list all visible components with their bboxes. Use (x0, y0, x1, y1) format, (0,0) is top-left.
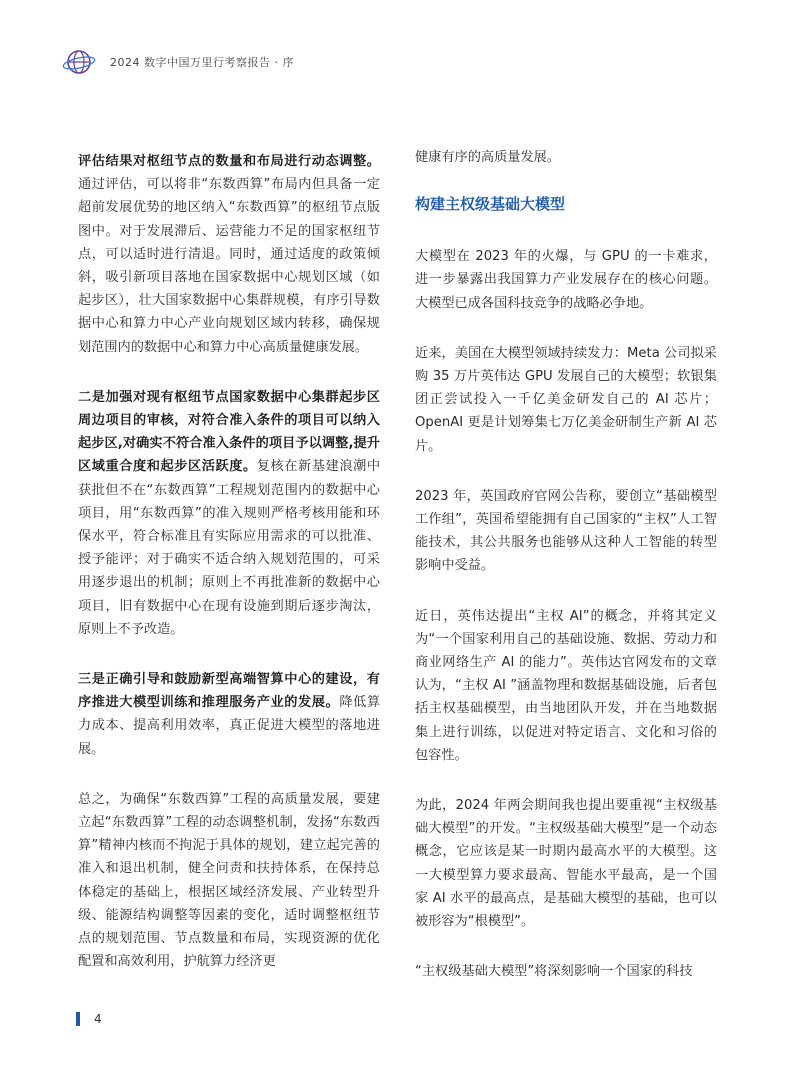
paragraph-text: 近日，英伟达提出“主权 AI”的概念，并将其定义为“一个国家利用自己的基础设施、数据、劳动力和商业网络生产 AI 的能力”。英伟达官网发布的文章认为，“主权 AI ”涵盖物理和数据基础设施，后者包括主权基础模型，由当地团队开发，并在当地数据集上进行训练，以促进对特定语言、文化和习俗的包容性。 (415, 608, 717, 763)
paragraph-text: 复核在新基建浪潮中获批但不在“东数西算”工程规划范围内的数据中心项目，用“东数西算”的准入规则严格考核用能和环保水平，符合标准且有实际应用需求的可以批准、授予能评；对于确实不适合纳入规划范围的，可采用逐步退出的机制；原则上不再批准新的数据中心项目，旧有数据中心在现有设施到期后逐步淘汰，原则上不予改造。 (78, 459, 381, 637)
paragraph (415, 245, 717, 315)
paragraph (415, 605, 717, 767)
paragraph (78, 668, 380, 761)
paragraph-bold-lead: 二是加强对现有枢纽节点国家数据中心集群起步区周边项目的审核，对符合准入条件的项目可以纳入起步区,对确实不符合准入条件的项目予以调整,提升区域重合度和起步区活跃度。 (78, 389, 380, 475)
paragraph-text: 通过评估，可以将非“东数西算”布局内但具备一定超前发展优势的地区纳入“东数西算”的枢纽节点版图中。对于发展滞后、运营能力不足的国家枢纽节点，可以适时进行清退。同时，通过适度的政策倾斜，吸引新项目落地在国家数据中心规划区域（如起步区），壮大国家数据中心集群规模，有序引导数据中心和算力中心产业向规划区域内转移，确保规划范围内的数据中心和算力中心高质量健康发展。 (78, 177, 380, 355)
page-footer (76, 1012, 102, 1026)
paragraph-text: 近来，美国在大模型领域持续发力：Meta 公司拟采购 35 万片英伟达 GPU 发展自己的大模型；软银集团正尝试投入一千亿美金研发自己的 AI 芯片；OpenAI 更是计划筹集七万亿美金研制生产新 AI 芯片。 (415, 345, 717, 454)
paragraph (415, 146, 717, 169)
paragraph-text: 大模型在 2023 年的火爆，与 GPU 的一卡难求，进一步暴露出我国算力产业发展存在的核心问题。大模型已成各国科技竞争的战略必争地。 (415, 249, 717, 311)
left-column (78, 150, 380, 1001)
paragraph-text: “主权级基础大模型”将深刻影响一个国家的科技 (415, 964, 693, 980)
paragraph (415, 342, 717, 458)
paragraph-text: 健康有序的高质量发展。 (415, 150, 561, 165)
paragraph-text: 总之，为确保“东数西算”工程的高质量发展，要建立起“东数西算”工程的动态调整机制，发扬“东数西算”精神内核而不拘泥于具体的规划，建立起完善的准入和退出机制，健全问责和扶持体系，在保持总体稳定的基础上，根据区域经济发展、产业转型升级、能源结构调整等因素的变化，适时调整枢纽节点的规划范围、节点数量和布局，实现资源的优化配置和高效利用，护航算力经济更 (78, 791, 380, 970)
globe-logo-icon (62, 45, 96, 79)
paragraph-bold-lead: 评估结果对枢纽节点的数量和布局进行动态调整。 (78, 154, 380, 169)
paragraph (78, 788, 380, 974)
header-title: 2024 数字中国万里行考察报告 · 序 (110, 56, 294, 69)
paragraph (78, 150, 380, 359)
paragraph (415, 794, 717, 933)
paragraph (78, 386, 380, 641)
paragraph (415, 485, 717, 578)
page-header (62, 44, 294, 80)
paragraph-text: 降低算力成本、提高利用效率，真正促进大模型的落地进展。 (78, 695, 381, 757)
paragraph-bold-lead: 三是正确引导和鼓励新型高端智算中心的建设，有序推进大模型训练和推理服务产业的发展。 (78, 672, 380, 711)
paragraph-text: 2023 年，英国政府官网公告称，要创立“基础模型工作组”，英国希望能拥有自己国家的“主权”人工智能技术，其公共服务也能够从这种人工智能的转型影响中受益。 (415, 488, 717, 574)
right-column (415, 146, 717, 1010)
footer-accent-bar (76, 1012, 80, 1026)
paragraph-text: 为此，2024 年两会期间我也提出要重视“主权级基础大模型”的开发。“主权级基础大模型”是一个动态概念，它应该是某一时期内最高水平的大模型。这一大模型算力要求最高、智能水平最高，是一个国家 AI 水平的最高点，是基础大模型的基础，也可以被形容为“根模型”。 (415, 798, 717, 930)
paragraph (415, 960, 717, 983)
page-number: 4 (94, 1012, 102, 1026)
section-heading: 构建主权级基础大模型 (415, 195, 566, 214)
